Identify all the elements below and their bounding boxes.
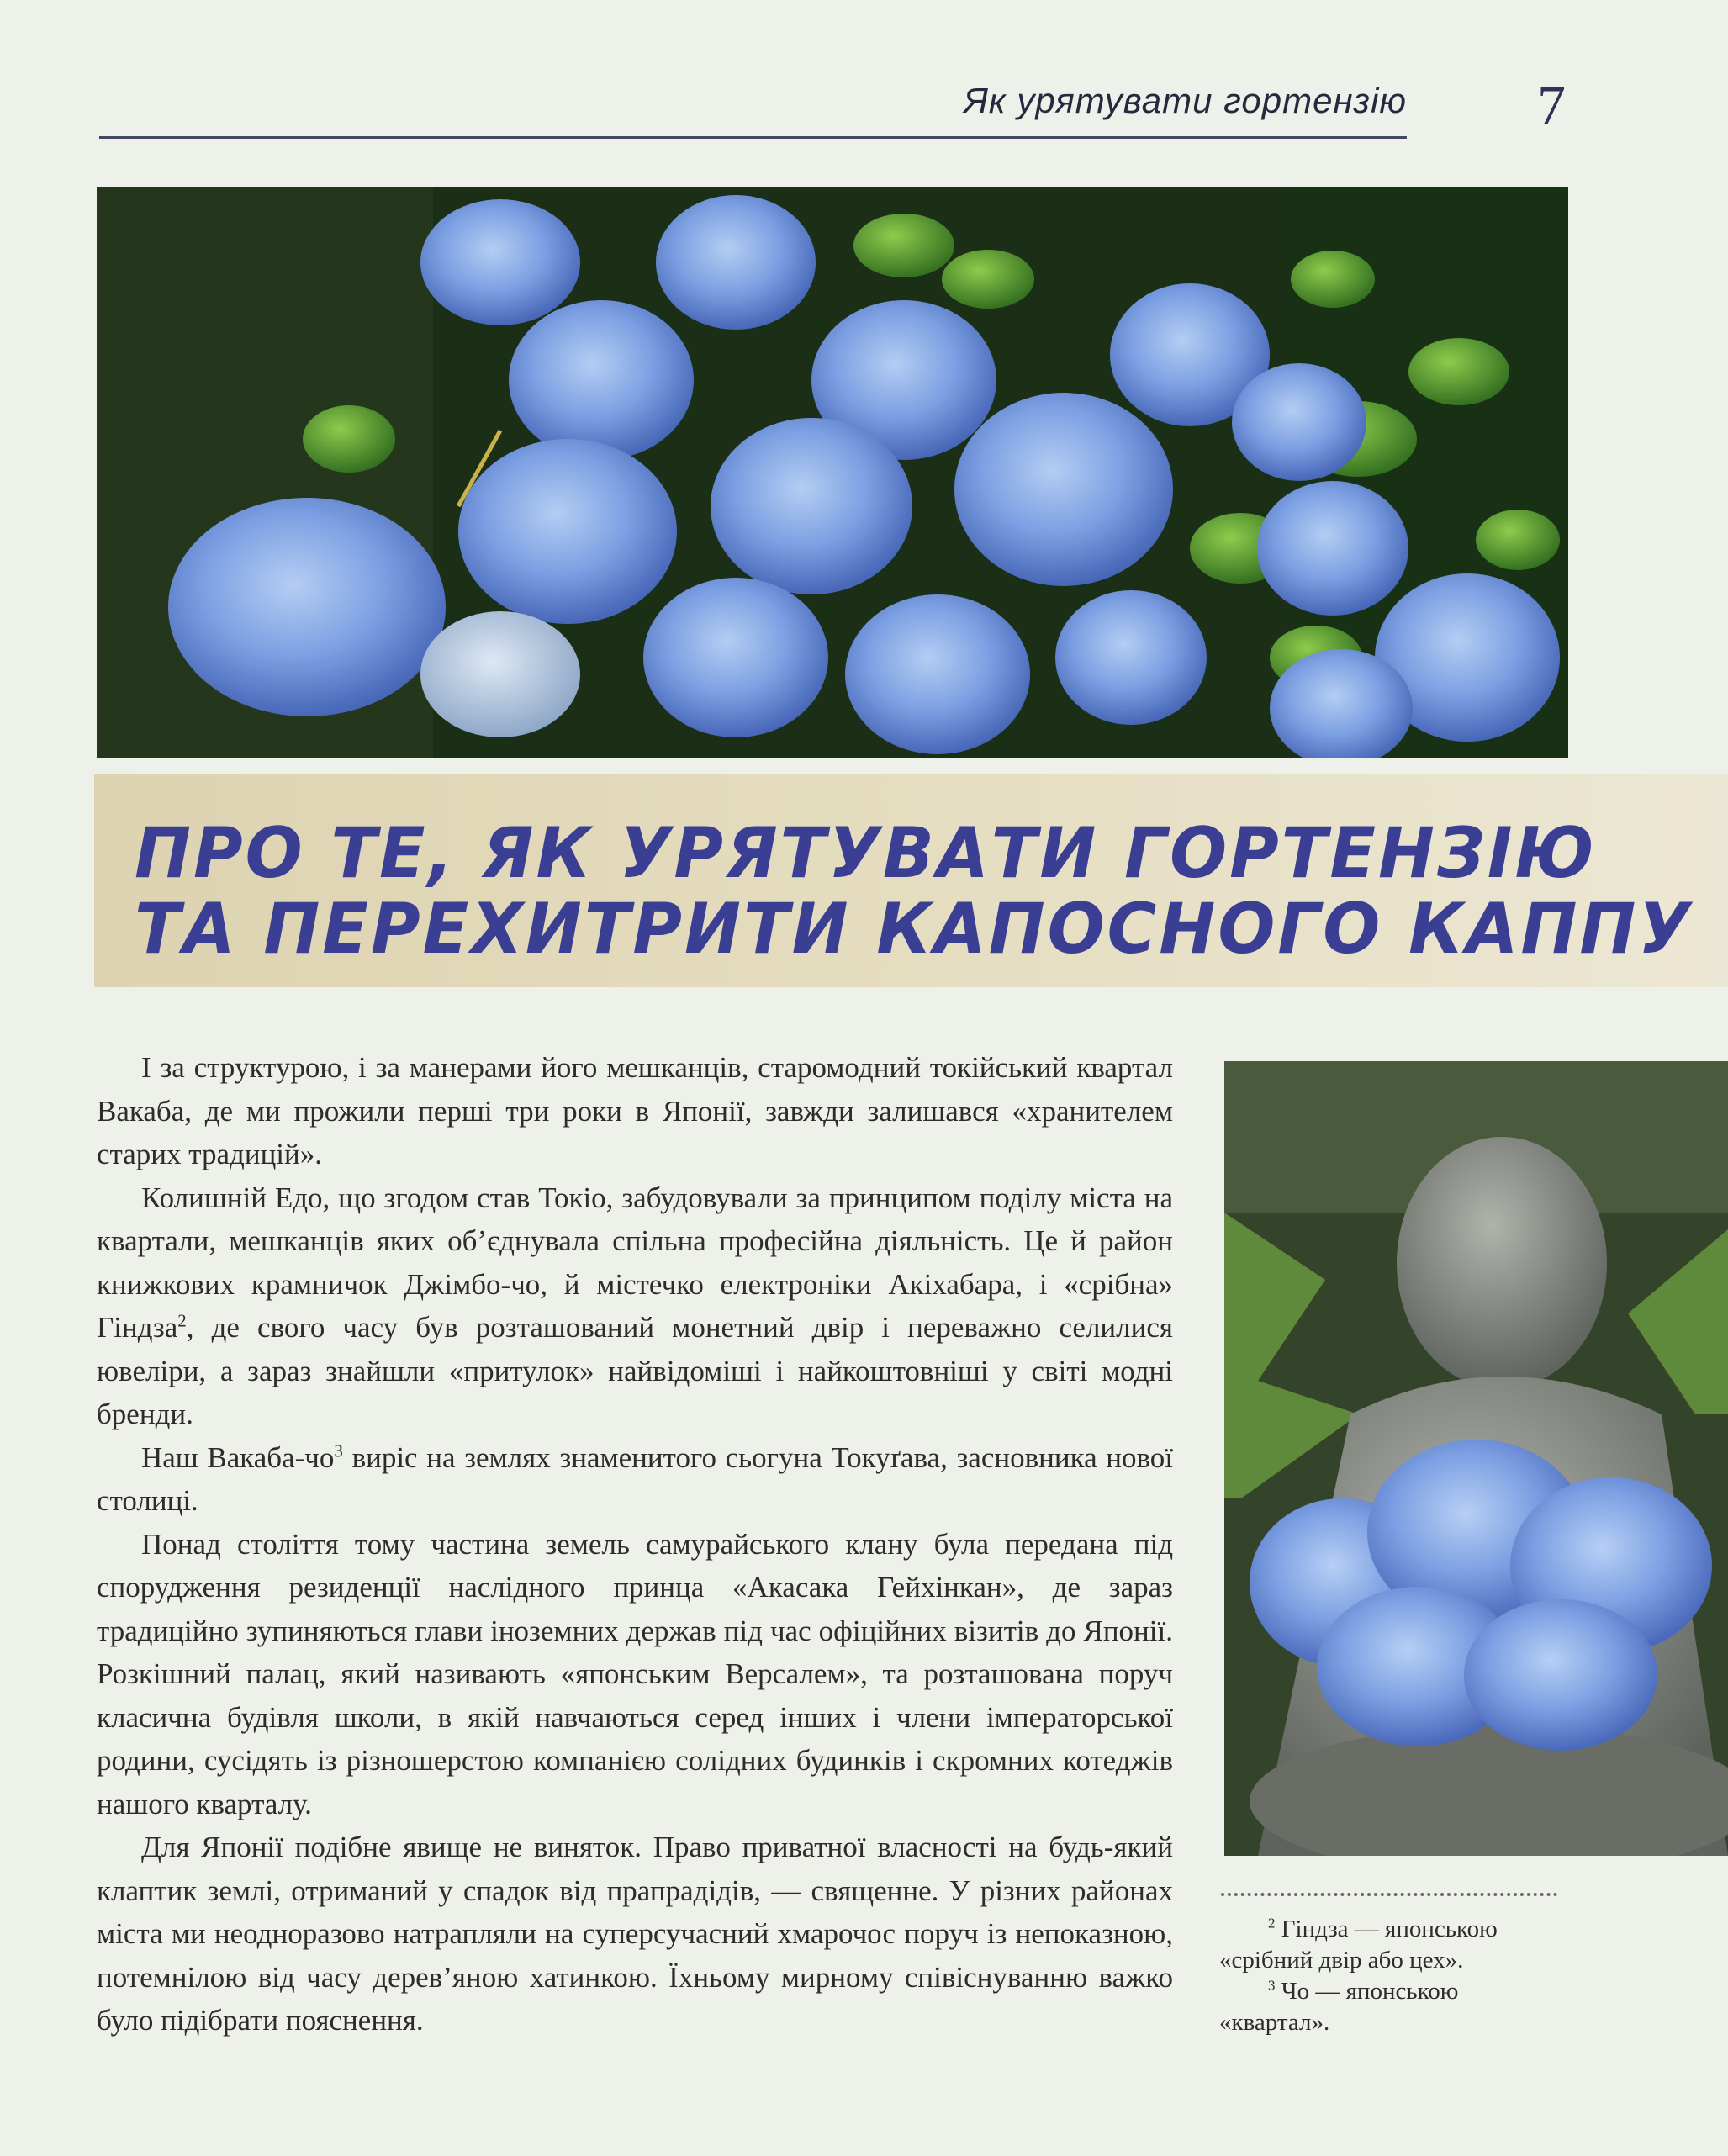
footnote-2-text: Гіндза — японською «срібний двір або цех».: [1219, 1916, 1498, 1974]
footnotes: [1219, 1914, 1556, 2038]
footnote-2-number: 2: [1268, 1915, 1276, 1931]
paragraph-3-text-a: Наш Вакаба-чо: [141, 1440, 335, 1474]
footnote-ref-3: 3: [334, 1440, 343, 1461]
paragraph-2-text-b: , де свого часу був розташований монетний двір і переважно селилися ювеліри, а зараз знайшли «притулок» найвідоміші і найкоштовніші у світі модні бренди.: [97, 1311, 1173, 1430]
paragraph-1: І за структурою, і за манерами його мешканців, старомодний токійський квартал Вакаба, де ми прожили перші три роки в Японії, завжди залишався «хранителем старих традицій».: [97, 1051, 1173, 1170]
hydrangea-bush-image: [97, 187, 1568, 758]
running-title: Як урятувати гортензію: [964, 81, 1407, 120]
footnote-ref-2: 2: [177, 1310, 187, 1331]
paragraph-4: Понад століття тому частина земель самурайського клану була передана під спорудження резиденції наслідного принца «Акасака Гейхінкан», де зараз традиційно зупиняються глави іноземних держав під час офіційних візитів до Японії. Розкішний палац, який називають «японським Версалем», та розташована поруч класична будівля школи, в якій навчаються серед інших і члени імператорської родини, сусідять із різношерстою компанією солідних будинків і скромних котеджів нашого кварталу.: [97, 1527, 1173, 1820]
footnote-3: [1219, 1976, 1556, 2038]
side-photo: [1224, 1061, 1728, 1856]
paragraph-3-text-b: виріс на землях знаменитого сьогуна Токуґава, засновника нової столиці.: [97, 1440, 1173, 1517]
paragraph-5: Для Японії подібне явище не виняток. Право приватної власності на будь-який клаптик землі, отриманий у спадок від прапрадідів, — священне. У різних районах міста ми неодноразово натрапляли на суперсучасний хмарочос поруч із непоказною, потемнілою від часу дерев’яною хатинкою. Їхньому мирному співіснуванню важко було підібрати пояснення.: [97, 1831, 1173, 2037]
footnote-3-text: Чо — японською «квартал».: [1219, 1978, 1459, 2036]
running-head: [99, 77, 1407, 139]
page-number: 7: [1537, 73, 1566, 137]
chapter-heading-line-1: ПРО ТЕ, ЯК УРЯТУВАТИ ГОРТЕНЗІЮ: [135, 812, 1597, 894]
heading-band: [94, 774, 1728, 987]
paragraph-3: [97, 1436, 1173, 1523]
paragraph-2-text-a: Колишній Едо, що згодом став Токіо, забудовували за принципом поділу міста на квартали, мешканців яких об’єднувала спільна професійна діяльність. Це й район книжкових крамничок Джімбо-чо, й містечко електроніки Акіхабара, і «срібна» Гіндза: [97, 1181, 1173, 1344]
footnote-divider: [1221, 1893, 1557, 1896]
body-text: [97, 1046, 1173, 2042]
footnote-2: [1219, 1914, 1556, 1976]
chapter-heading-line-2: ТА ПЕРЕХИТРИТИ КАПОСНОГО КАППУ: [135, 888, 1694, 970]
footnote-3-number: 3: [1268, 1977, 1276, 1994]
paragraph-2: [97, 1176, 1173, 1436]
hero-photo: [97, 187, 1568, 758]
jizo-statue-image: [1224, 1061, 1728, 1856]
